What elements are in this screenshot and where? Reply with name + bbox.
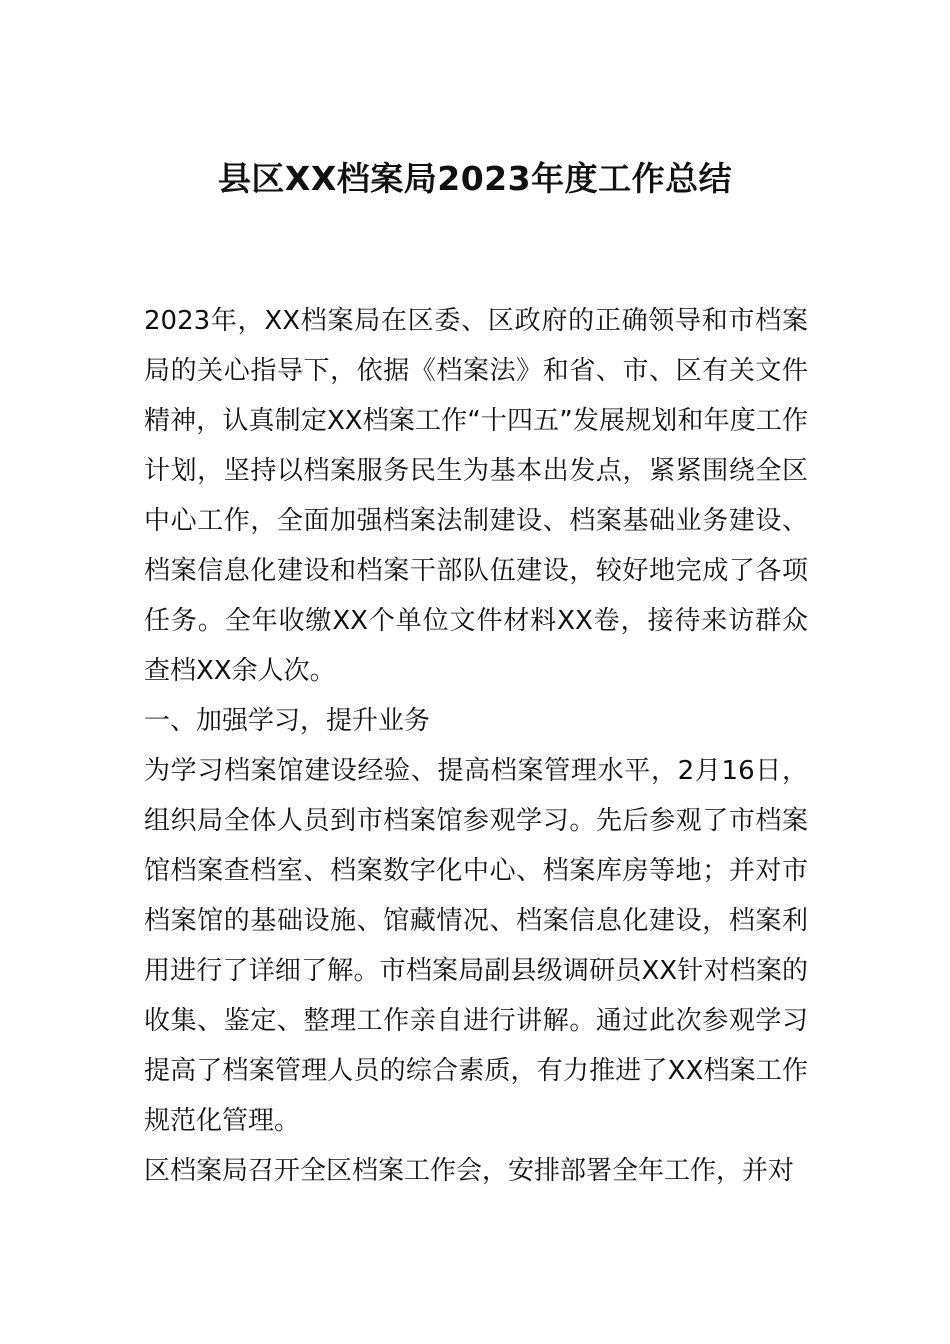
intro-paragraph: 2023年，XX档案局在区委、区政府的正确领导和市档案局的关心指导下，依据《档案法》和省、市、区有关文件精神，认真制定XX档案工作“十四五”发展规划和年度工作计划，坚持以档案服务民生为基本出发点，紧紧围绕全区中心工作，全面加强档案法制建设、档案基础业务建设、档案信息化建设和档案干部队伍建设，较好地完成了各项任务。全年收缴XX个单位文件材料XX卷，接待来访群众查档XX余人次。: [144, 306, 808, 686]
body-paragraph: 区档案局召开全区档案工作会，安排部署全年工作，并对: [144, 1156, 795, 1186]
document-title: 县区XX档案局2023年度工作总结: [217, 159, 733, 198]
section-heading: 一、加强学习，提升业务: [144, 706, 431, 736]
body-paragraph: 为学习档案馆建设经验、提高档案管理水平，2月16日，组织局全体人员到市档案馆参观学习。先后参观了市档案馆档案查档室、档案数字化中心、档案库房等地；并对市档案馆的基础设施、馆藏情况、档案信息化建设，档案利用进行了详细了解。市档案局副县级调研员XX针对档案的收集、鉴定、整理工作亲自进行讲解。通过此次参观学习提高了档案管理人员的综合素质，有力推进了XX档案工作规范化管理。: [144, 756, 808, 1136]
document-body: [144, 296, 808, 1196]
